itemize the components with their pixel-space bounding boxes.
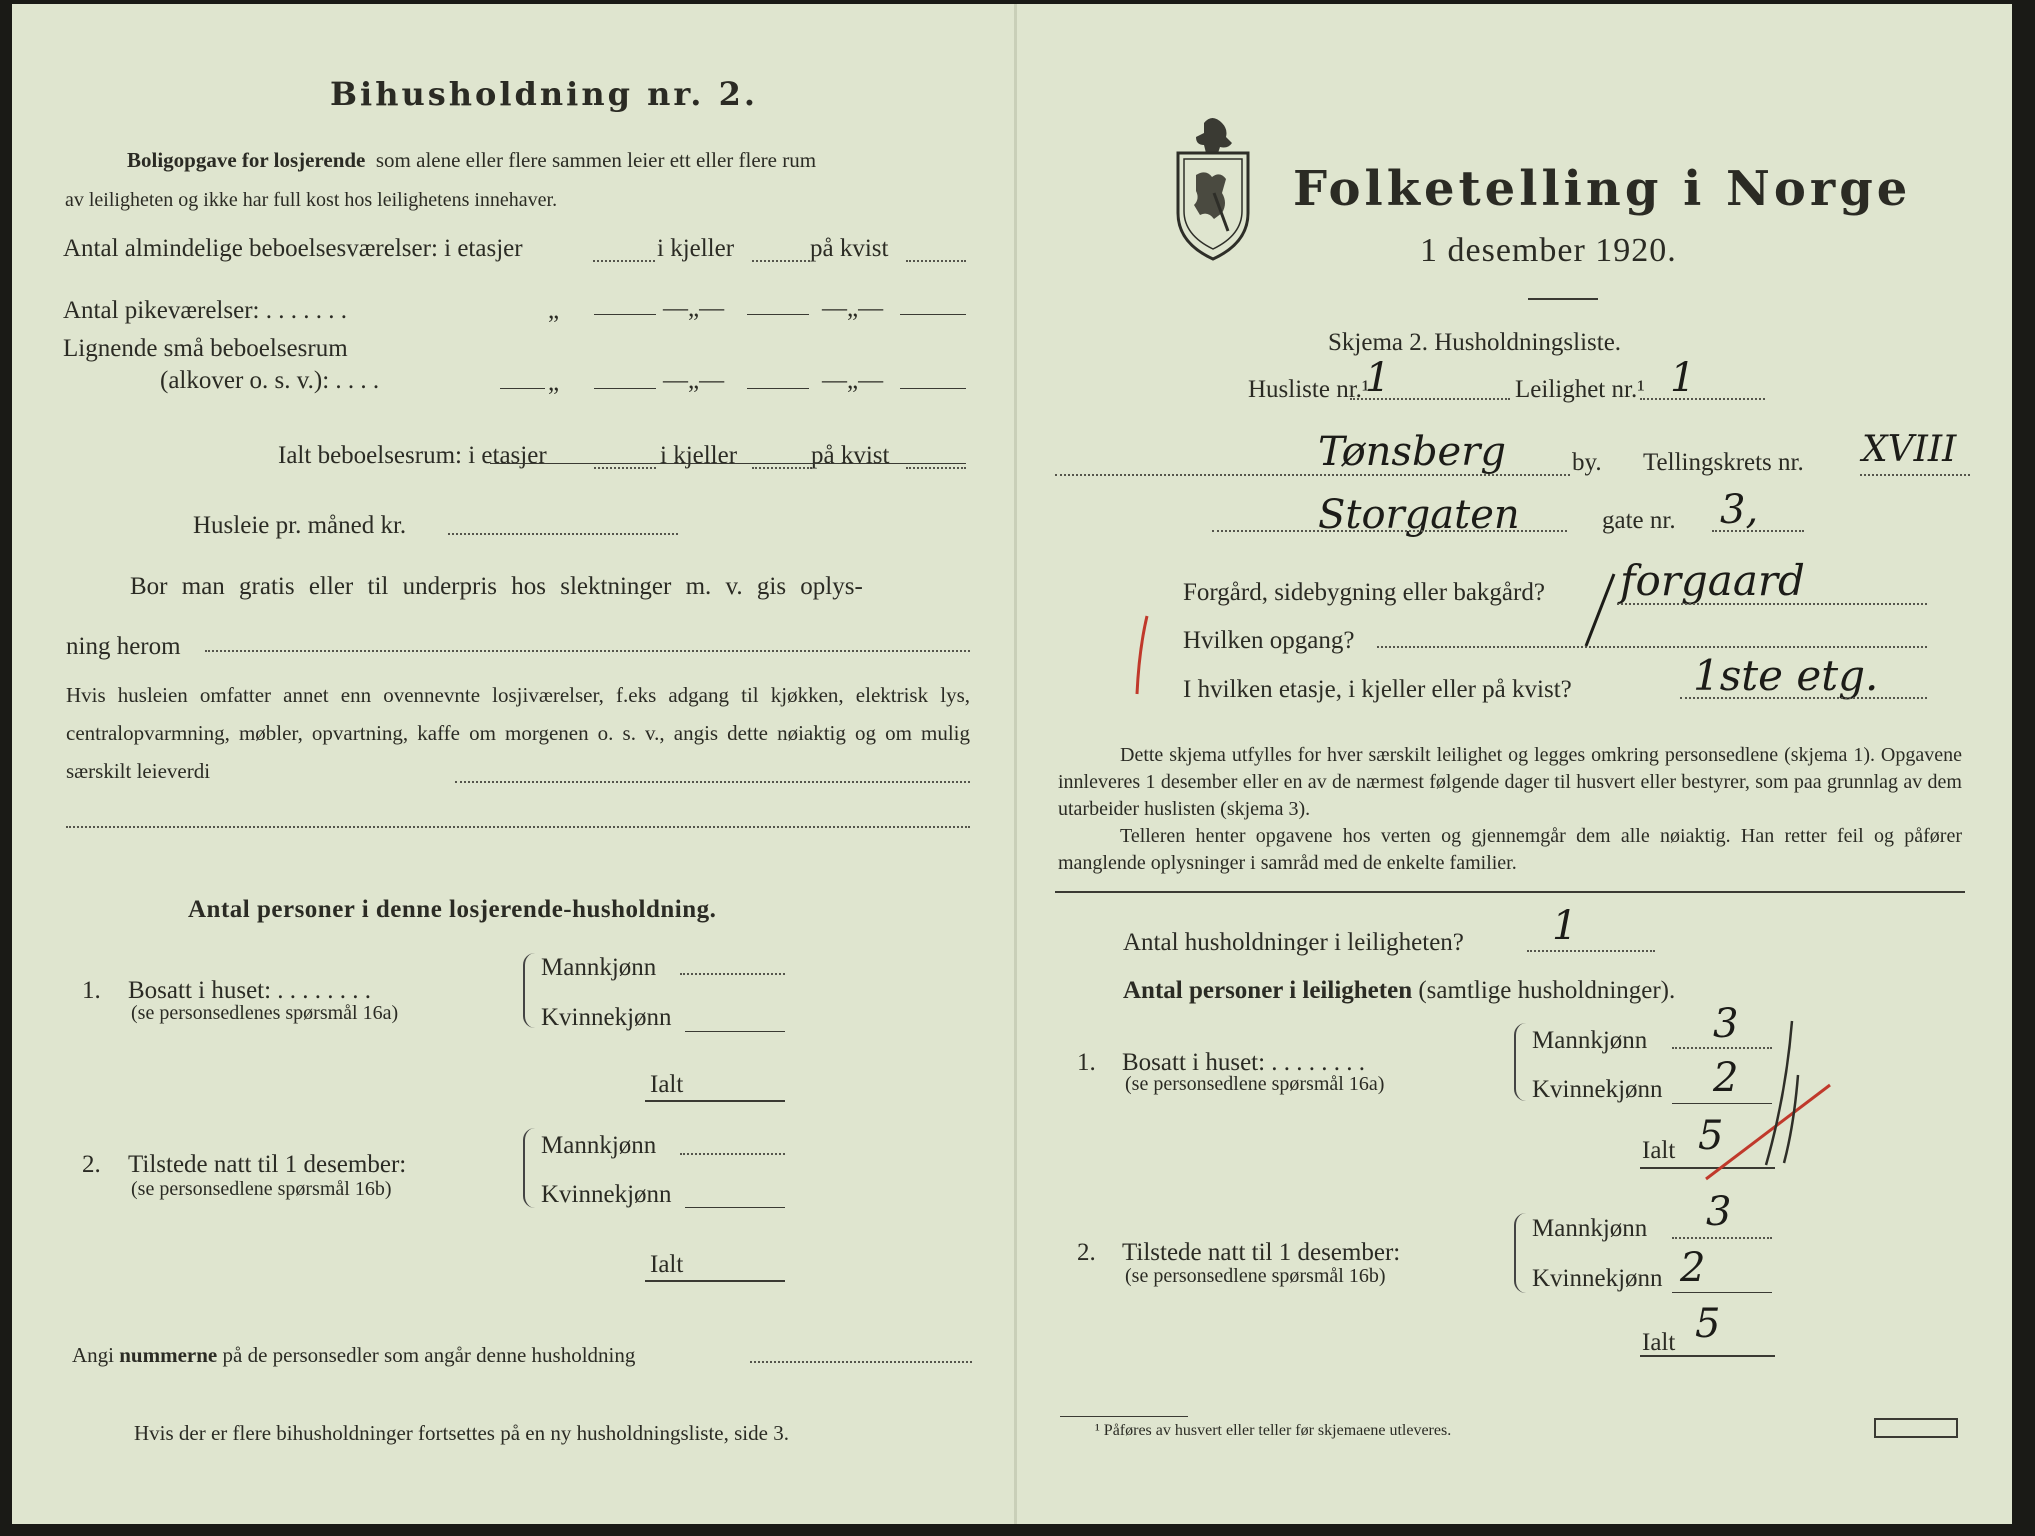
q2-sub: (se personsedlene spørsmål 16b) [131, 1178, 392, 1200]
free-text-field[interactable] [205, 650, 970, 652]
total-kjeller-label: i kjeller [660, 442, 738, 469]
gate-value: 3, [1720, 487, 1759, 533]
q2-female-field[interactable] [685, 1207, 785, 1208]
rq1-female-label: Kvinnekjønn [1532, 1076, 1663, 1103]
by-label: by. [1572, 449, 1602, 476]
q1-total-label: Ialt [650, 1071, 684, 1098]
divider [1528, 298, 1598, 300]
q1-female-field[interactable] [685, 1031, 785, 1032]
husliste-field[interactable] [1350, 398, 1510, 400]
free-text-2: ning herom [66, 633, 181, 660]
households-value: 1 [1552, 903, 1578, 949]
street-field[interactable] [1212, 530, 1567, 532]
rq1-label: Bosatt i huset: . . . . . . . . [1122, 1049, 1366, 1076]
rooms-kjeller-label: i kjeller [657, 235, 735, 262]
red-pencil-mark [1125, 610, 1155, 700]
krets-value: XVIII [1862, 429, 1957, 470]
rent-note: Hvis husleien omfatter annet enn ovennevnte losjiværelser, f.eks adgang til kjøkken, elektrisk lys, centralopvarmning, møbler, opvartning, kaffe om morgenen o. s. v., angis dette nøiaktig og om mulig særskilt leieverdi [66, 683, 970, 783]
small-rooms-label-2: (alkover o. s. v.): . . . . [160, 367, 380, 394]
numbers-field[interactable] [750, 1361, 972, 1363]
footnote-rule [1060, 1416, 1188, 1417]
left-title: Bihusholdning nr. 2. [330, 75, 758, 113]
husliste-label: Husliste nr.¹ [1248, 376, 1370, 403]
rent-note-field[interactable] [455, 781, 970, 783]
q1-female-label: Kvinnekjønn [541, 1004, 672, 1031]
rent-note-field-2[interactable] [66, 826, 970, 828]
persons-heading: Antal personer i denne losjerende-husholdning. [188, 896, 717, 923]
small-rooms-label-1: Lignende små beboelsesrum [63, 335, 348, 362]
total-kjeller-field[interactable] [752, 467, 812, 469]
q1-total-field[interactable] [645, 1100, 785, 1102]
brace [1514, 1023, 1526, 1101]
rq1-number: 1. [1077, 1049, 1096, 1076]
q1-male-field[interactable] [680, 973, 785, 975]
form-date: 1 desember 1920. [1420, 232, 1677, 269]
floor-field[interactable] [1680, 697, 1927, 699]
households-field[interactable] [1527, 950, 1655, 952]
brace [523, 953, 535, 1028]
divider [500, 388, 545, 389]
rooms-kvist-field[interactable] [906, 260, 966, 262]
floor-value: 1ste etg. [1693, 651, 1879, 700]
total-kvist-field[interactable] [906, 467, 966, 469]
q1-sub: (se personsedlenes spørsmål 16a) [131, 1002, 399, 1024]
numbers-label: Angi nummerne på de personsedler som angår denne husholdning [72, 1343, 636, 1367]
rooms-kjeller-field[interactable] [752, 260, 810, 262]
leilighet-value: 1 [1670, 355, 1696, 401]
q1-male-label: Mannkjønn [541, 954, 657, 981]
ditto-mark: —„— [663, 367, 725, 394]
handwritten-mark [1580, 570, 1620, 650]
rq2-total-field[interactable] [1640, 1355, 1775, 1357]
persons-heading-right: Antal personer i leiligheten (samtlige husholdninger). [1123, 977, 1676, 1004]
entrance-label: Hvilken opgang? [1183, 627, 1355, 654]
rq1-total-value: 5 [1698, 1113, 1724, 1159]
city-value: Tønsberg [1318, 429, 1506, 475]
form-title: Folketelling i Norge [1293, 161, 1912, 217]
q2-male-label: Mannkjønn [541, 1132, 657, 1159]
free-text-1: Bor man gratis eller til underpris hos slektninger m. v. gis oplys- [130, 573, 863, 600]
divider [490, 463, 966, 464]
pike-etasjer-field[interactable] [594, 314, 656, 315]
pike-kjeller-field[interactable] [747, 314, 809, 315]
rq2-female-value: 2 [1680, 1245, 1706, 1291]
rq2-female-label: Kvinnekjønn [1532, 1265, 1663, 1292]
q2-total-field[interactable] [645, 1280, 785, 1282]
coat-of-arms-icon [1170, 113, 1256, 265]
ditto-mark: —„— [822, 367, 884, 394]
rq2-number: 2. [1077, 1239, 1096, 1266]
rq1-total-label: Ialt [1642, 1137, 1676, 1164]
page-fold [1014, 4, 1017, 1524]
entrance-field[interactable] [1377, 646, 1927, 648]
rq2-male-value: 3 [1706, 1189, 1732, 1235]
pike-kvist-field[interactable] [900, 314, 966, 315]
rooms-etasjer-field[interactable] [593, 260, 655, 262]
ditto-mark: —„— [822, 295, 884, 322]
rq2-sub: (se personsedlene spørsmål 16b) [1125, 1265, 1386, 1287]
leilighet-label: Leilighet nr.¹ [1515, 376, 1645, 403]
q1-label: Bosatt i huset: . . . . . . . . [128, 977, 372, 1004]
households-label: Antal husholdninger i leiligheten? [1123, 929, 1464, 956]
brace [1514, 1213, 1526, 1293]
ditto-mark: —„— [663, 295, 725, 322]
footnote: ¹ Påføres av husvert eller teller før skjemaene utleveres. [1095, 1422, 1452, 1439]
rent-label: Husleie pr. måned kr. [193, 512, 407, 539]
yard-label: Forgård, sidebygning eller bakgård? [1183, 579, 1545, 606]
schema-label: Skjema 2. Husholdningsliste. [1328, 329, 1622, 356]
small-etasjer-field[interactable] [594, 388, 656, 389]
q2-label: Tilstede natt til 1 desember: [128, 1151, 407, 1178]
rq1-sub: (se personsedlene spørsmål 16a) [1125, 1073, 1385, 1095]
rq2-total-label: Ialt [1642, 1329, 1676, 1356]
instructions-1: Dette skjema utfylles for hver særskilt leilighet og legges omkring personsedlene (skjema 1). Opgavene innleveres 1 desember eller en av de nærmest følgende dager til husvert eller bestyrer, som paa grunnlag av dem utarbeider huslisten (skjema 3). [1058, 744, 1962, 820]
total-kvist-label: på kvist [811, 442, 890, 469]
instructions-2: Telleren henter opgavene hos verten og gjennemgår dem alle nøiaktig. Han retter feil og påfører manglende oplysninger i samråd med de enkelte familier. [1058, 825, 1962, 874]
rooms-label: Antal almindelige beboelsesværelser: i etasjer [63, 235, 523, 262]
total-etasjer-field[interactable] [594, 467, 656, 469]
ditto-mark: „ [548, 369, 560, 396]
rq2-female-field[interactable] [1672, 1292, 1772, 1293]
yard-value: forgaard [1620, 556, 1805, 605]
gate-label: gate nr. [1602, 507, 1676, 534]
rq1-male-value: 3 [1713, 1001, 1739, 1047]
street-value: Storgaten [1318, 492, 1520, 538]
rq2-male-label: Mannkjønn [1532, 1215, 1648, 1242]
rq1-female-value: 2 [1713, 1055, 1739, 1101]
q2-male-field[interactable] [680, 1153, 785, 1155]
total-rooms-label: Ialt beboelsesrum: i etasjer [278, 442, 547, 469]
gate-field[interactable] [1712, 530, 1804, 532]
rq1-male-label: Mannkjønn [1532, 1027, 1648, 1054]
rq2-label: Tilstede natt til 1 desember: [1122, 1239, 1401, 1266]
divider [1055, 891, 1965, 893]
left-footer: Hvis der er flere bihusholdninger fortsettes på en ny husholdningsliste, side 3. [134, 1421, 789, 1445]
city-field[interactable] [1055, 474, 1570, 476]
q2-total-label: Ialt [650, 1251, 684, 1278]
q2-female-label: Kvinnekjønn [541, 1181, 672, 1208]
small-kvist-field[interactable] [900, 388, 966, 389]
krets-field[interactable] [1860, 474, 1970, 476]
krets-label: Tellingskrets nr. [1643, 449, 1804, 476]
rq2-male-field[interactable] [1672, 1237, 1772, 1239]
yard-field[interactable] [1617, 603, 1927, 605]
intro-line-1: Boligopgave for losjerende som alene eller flere sammen leier ett eller flere rum [127, 148, 817, 172]
q2-number: 2. [82, 1151, 101, 1178]
rooms-kvist-label: på kvist [810, 235, 889, 262]
floor-label: I hvilken etasje, i kjeller eller på kvist? [1183, 676, 1572, 703]
husliste-value: 1 [1365, 355, 1391, 401]
rent-field[interactable] [448, 533, 678, 535]
rq2-total-value: 5 [1695, 1301, 1721, 1347]
brace [523, 1128, 535, 1208]
small-kjeller-field[interactable] [747, 388, 809, 389]
leilighet-field[interactable] [1640, 398, 1765, 400]
red-checkmark [1700, 1015, 1840, 1185]
q1-number: 1. [82, 977, 101, 1004]
printer-stamp [1874, 1418, 1958, 1438]
ditto-mark: „ [548, 297, 560, 324]
intro-line-2: av leiligheten og ikke har full kost hos leilighetens innehaver. [65, 189, 558, 211]
pike-label: Antal pikeværelser: . . . . . . . [63, 297, 347, 324]
